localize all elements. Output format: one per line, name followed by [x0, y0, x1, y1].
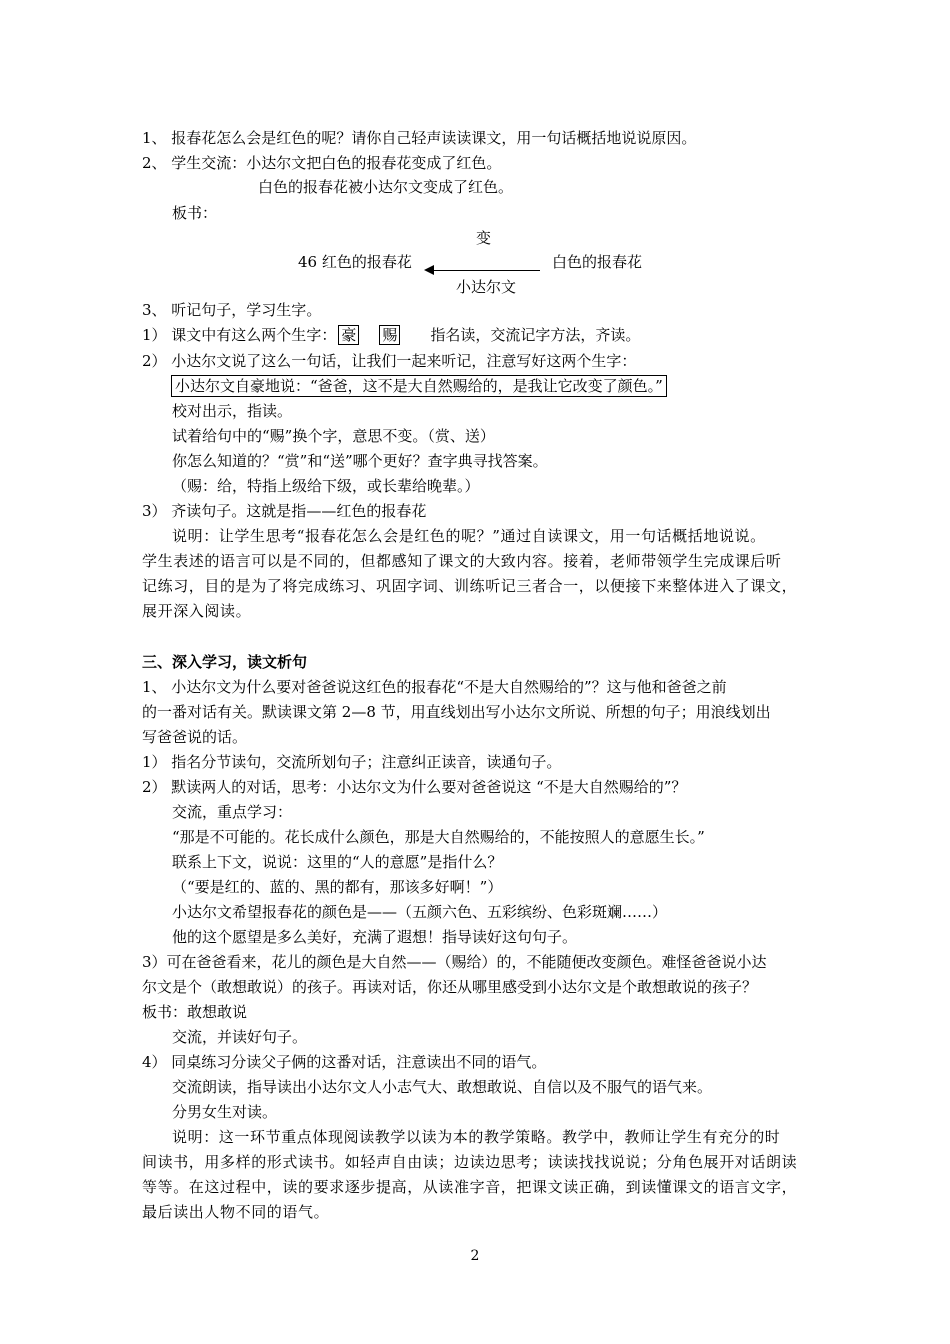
char-box-hao: 豪: [338, 325, 359, 345]
replace-word-task: 试着给句中的“赐”换个字，意思不变。（赏、送）: [172, 427, 495, 445]
question-1: 1、 报春花怎么会是红色的呢？请你自己轻声读读课文，用一句话概括地说说原因。: [142, 129, 697, 147]
color-wish: 小达尔文希望报春花的颜色是——（五颜六色、五彩缤纷、色彩斑斓……）: [172, 903, 668, 921]
definition-note: （赐：给，特指上级给下级，或长辈给晚辈。）: [172, 477, 480, 495]
note-2-line-1: 说明：这一环节重点体现阅读教学以读为本的教学策略。教学中，教师让学生有充分的时: [172, 1128, 781, 1146]
step-2: 2） 默读两人的对话，思考：小达尔文为什么要对爸爸说这 “不是大自然赐给的”？: [142, 778, 687, 796]
boys-girls-reading: 分男女生对读。: [172, 1103, 278, 1121]
step-3: 3、 听记句子，学习生字。: [142, 301, 322, 319]
diagram-bottom-label: 小达尔文: [456, 278, 517, 296]
father-quote: “那是不可能的。花长成什么颜色，那是大自然赐给的，不能按照人的意愿生长。”: [172, 828, 705, 846]
note-1-line-3: 记练习，目的是为了将完成练习、巩固字词、训练听记三者合一，以便接下来整体进入了课文，: [142, 577, 798, 595]
exchange-read: 交流，并读好句子。: [172, 1028, 308, 1046]
dictionary-task: 你怎么知道的？“赏”和“送”哪个更好？查字典寻找答案。: [172, 452, 548, 470]
new-characters-line: [142, 325, 640, 345]
step-3-line-2: 尔文是个（敢想敢说）的孩子。再读对话，你还从哪里感受到小达尔文是个敢想敢说的孩子？: [142, 978, 758, 996]
step-1: 1） 指名分节读句，交流所划句子；注意纠正读音，读通句子。: [142, 753, 562, 771]
diagram-left-label: 46 红色的报春花: [298, 253, 412, 271]
section-q1-line-2: 的一番对话有关。默读课文第 2—8 节，用直线划出写小达尔文所说、所想的句子；用浪线划出: [142, 703, 771, 721]
dictation-sentence: 小达尔文自豪地说：“爸爸，这不是大自然赐给的，是我让它改变了颜色。”: [171, 375, 667, 397]
board-label: 板书：: [172, 204, 218, 222]
note-2-line-4: 最后读出人物不同的语气。: [142, 1203, 330, 1221]
board-note: 板书：敢想敢说: [142, 1003, 248, 1021]
context-question: 联系上下文，说说：这里的“人的意愿”是指什么？: [172, 853, 503, 871]
note-2-line-3: 等等。在这过程中，读的要求逐步提高，从读准字音，把课文读正确，到读懂课文的语言文字，: [142, 1178, 798, 1196]
diagram-right-label: 白色的报春花: [552, 253, 643, 271]
check-reading: 校对出示，指读。: [172, 402, 293, 420]
board-diagram: [290, 224, 670, 300]
char-box-ci: 赐: [379, 325, 400, 345]
note-2-line-2: 间读书，用多样的形式读书。如轻声自由读；边读边思考；读读找找说说；分角色展开对话朗读: [142, 1153, 798, 1171]
section-q1-line-1: 1、 小达尔文为什么要对爸爸说这红色的报春花“不是大自然赐给的”？这与他和爸爸之前: [142, 678, 727, 696]
read-together: 3） 齐读句子。这就是指——红色的报春花: [142, 502, 427, 520]
note-1-line-1: 说明：让学生思考“报春花怎么会是红色的呢？”通过自读课文，用一句话概括地说说。: [172, 527, 766, 545]
guide-tone: 交流朗读，指导读出小达尔文人小志气大、敢想敢说、自信以及不服气的语气来。: [172, 1078, 713, 1096]
student-exchange-alt: 白色的报春花被小达尔文变成了红色。: [258, 178, 514, 196]
step-4: 4） 同桌练习分读父子俩的这番对话，注意读出不同的语气。: [142, 1053, 547, 1071]
page-number: 2: [470, 1248, 480, 1264]
note-1-line-4: 展开深入阅读。: [142, 602, 252, 620]
student-exchange: 2、 学生交流：小达尔文把白色的报春花变成了红色。: [142, 154, 502, 172]
dictation-sentence-box: [171, 375, 667, 397]
section-heading: 三、深入学习，读文析句: [142, 653, 308, 671]
note-1-line-2: 学生表述的语言可以是不同的，但都感知了课文的大致内容。接着，老师带领学生完成课后听: [142, 552, 782, 570]
arrow-line: [432, 270, 540, 271]
diagram-top-label: 变: [476, 229, 492, 247]
wish-quote: （“要是红的、蓝的、黑的都有，那该多好啊！”）: [172, 878, 503, 896]
new-characters-activity: 指名读，交流记字方法，齐读。: [430, 326, 641, 344]
section-q1-line-3: 写爸爸说的话。: [142, 728, 248, 746]
new-characters-intro: 1） 课文中有这么两个生字：: [142, 326, 337, 344]
dictation-intro: 2） 小达尔文说了这么一句话，让我们一起来听记，注意写好这两个生字：: [142, 352, 637, 370]
exchange-focus: 交流，重点学习：: [172, 803, 293, 821]
guide-reading: 他的这个愿望是多么美好，充满了遐想！指导读好这句句子。: [172, 928, 578, 946]
step-3-line-1: 3）可在爸爸看来，花儿的颜色是大自然——（赐给）的，不能随便改变颜色。难怪爸爸说小达: [142, 953, 767, 971]
